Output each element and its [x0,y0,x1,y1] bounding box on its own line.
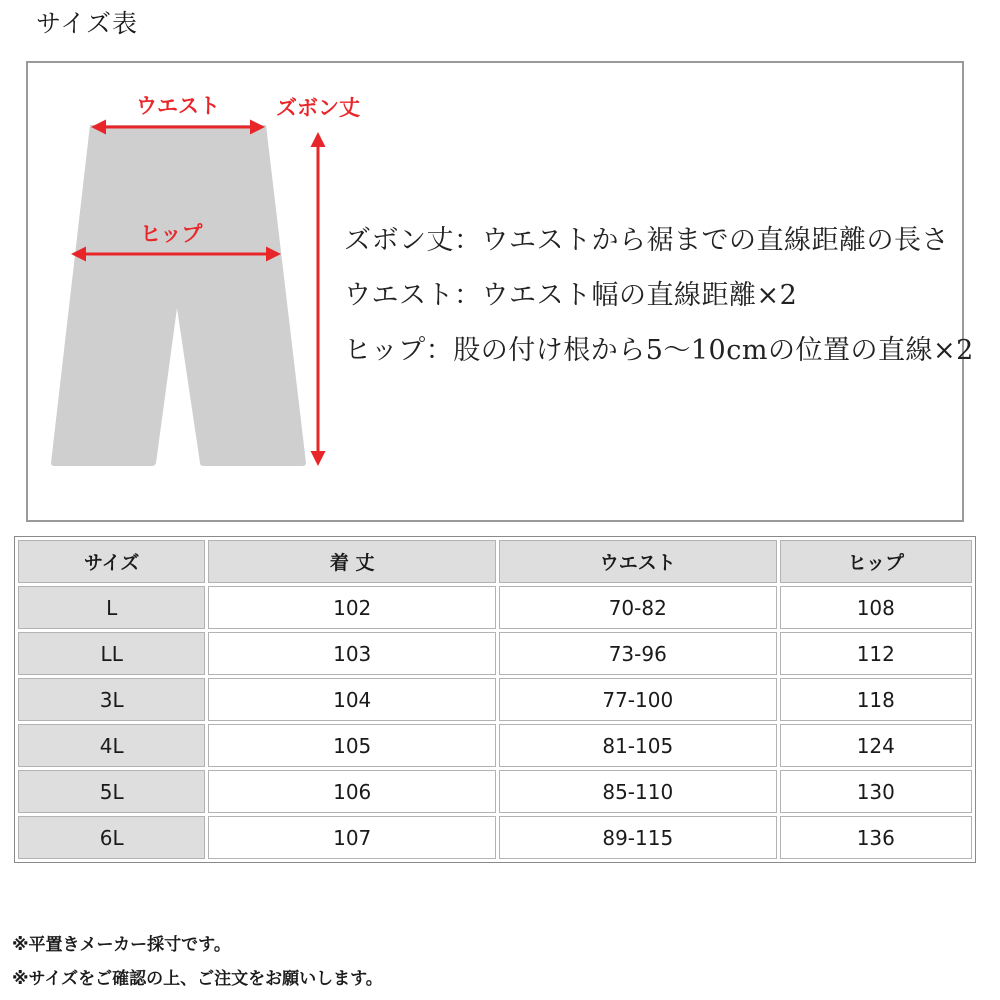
waist-cell: 85-110 [499,770,777,813]
length-label: ズボン丈 [276,95,360,120]
size-cell: 5L [18,770,205,813]
hip-label: ヒップ [140,221,203,246]
description-waist: ウエスト：ウエスト幅の直線距離×2 [344,280,798,311]
hip-cell: 130 [780,770,972,813]
length-cell: 105 [208,724,496,767]
size-cell: 6L [18,816,205,859]
hip-cell: 112 [780,632,972,675]
waist-cell: 70-82 [499,586,777,629]
measurement-descriptions [344,213,974,378]
table-row [18,816,972,859]
hip-cell: 136 [780,816,972,859]
hip-cell: 108 [780,586,972,629]
header-hip: ヒップ [780,540,972,583]
table-row [18,724,972,767]
notes [12,928,383,996]
table-row [18,770,972,813]
header-size: サイズ [18,540,205,583]
table-row [18,678,972,721]
waist-cell: 89-115 [499,816,777,859]
header-waist: ウエスト [499,540,777,583]
size-cell: 4L [18,724,205,767]
length-cell: 102 [208,586,496,629]
waist-label: ウエスト [136,93,220,118]
length-cell: 106 [208,770,496,813]
measurement-diagram [26,61,974,522]
note-confirm: ※サイズをご確認の上、ご注文をお願いします。 [12,969,383,989]
description-hip: ヒップ：股の付け根から5～10cmの位置の直線×2 [344,335,974,366]
pants-silhouette [51,125,306,466]
length-cell: 104 [208,678,496,721]
length-cell: 107 [208,816,496,859]
waist-cell: 77-100 [499,678,777,721]
header-length: 着 丈 [208,540,496,583]
hip-cell: 124 [780,724,972,767]
length-cell: 103 [208,632,496,675]
hip-cell: 118 [780,678,972,721]
table-row [18,632,972,675]
table-row [18,586,972,629]
waist-cell: 73-96 [499,632,777,675]
description-length: ズボン丈：ウエストから裾までの直線距離の長さ [344,225,949,256]
size-cell: L [18,586,205,629]
note-measurement: ※平置きメーカー採寸です。 [12,935,231,955]
size-cell: 3L [18,678,205,721]
size-cell: LL [18,632,205,675]
page-title: サイズ表 [36,9,139,38]
table-header-row [18,540,972,583]
waist-cell: 81-105 [499,724,777,767]
size-table [14,536,976,863]
